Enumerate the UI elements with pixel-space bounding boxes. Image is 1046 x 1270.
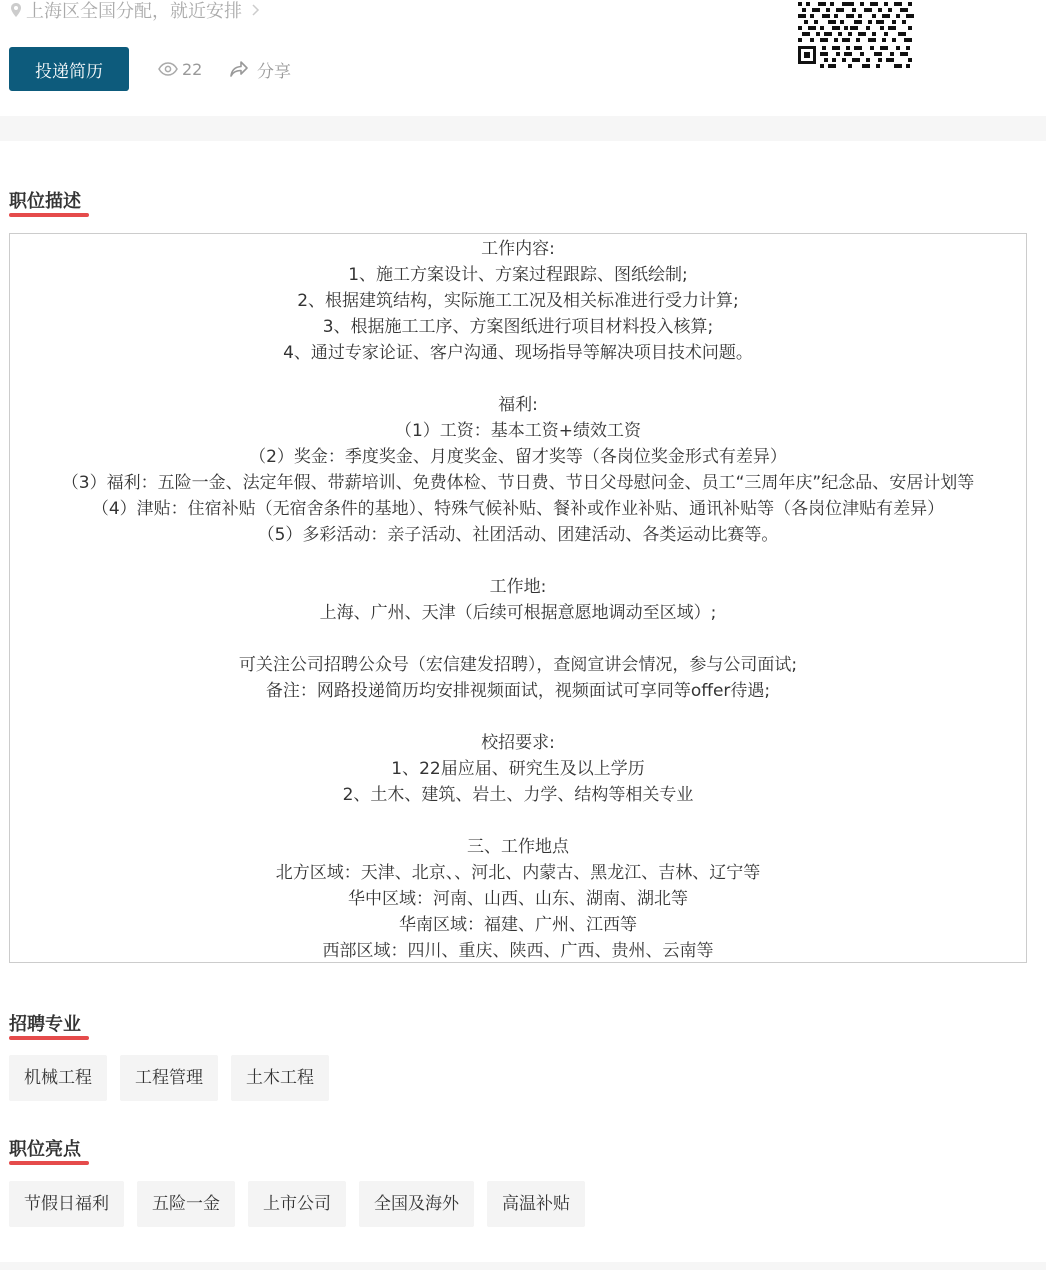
description-line: （2）奖金：季度奖金、月度奖金、留才奖等（各岗位奖金形式有差异）	[249, 447, 787, 467]
description-line: 三、工作地点	[467, 837, 569, 857]
share-icon	[229, 60, 249, 78]
highlight-tag: 节假日福利	[9, 1181, 124, 1227]
section-title-highlights-text: 职位亮点	[9, 1139, 81, 1160]
section-title-majors	[9, 1014, 81, 1036]
description-line: 3、根据施工工序、方案图纸进行项目材料投入核算;	[322, 317, 714, 337]
title-underline	[9, 213, 89, 217]
description-line: 2、根据建筑结构，实际施工工况及相关标准进行受力计算;	[297, 291, 739, 311]
highlight-tag: 五险一金	[137, 1181, 235, 1227]
highlight-tag: 高温补贴	[487, 1181, 585, 1227]
description-line: 2、土木、建筑、岩土、力学、结构等相关专业	[342, 785, 694, 805]
view-count	[158, 57, 202, 81]
description-line: 工作内容:	[481, 239, 555, 259]
description-line: 可关注公司招聘公众号（宏信建发招聘），查阅宣讲会情况，参与公司面试;	[238, 655, 798, 675]
description-line: 备注：网路投递简历均安排视频面试，视频面试可享同等offer待遇;	[265, 681, 771, 701]
map-pin-icon	[10, 3, 22, 17]
job-description-text	[10, 234, 1026, 963]
highlight-tag: 上市公司	[248, 1181, 346, 1227]
section-title-description-text: 职位描述	[9, 191, 81, 212]
description-line: （3）福利：五险一金、法定年假、带薪培训、免费体检、节日费、节日父母慰问金、员工“三周年庆”纪念品、安居计划等	[61, 473, 975, 493]
major-tag: 机械工程	[9, 1055, 107, 1101]
description-line: 华南区域：福建、广州、江西等	[399, 915, 637, 935]
qr-code	[796, 0, 916, 68]
highlight-tag: 全国及海外	[359, 1181, 474, 1227]
description-line: 工作地:	[489, 577, 547, 597]
description-line	[10, 366, 1026, 392]
major-tag: 土木工程	[231, 1055, 329, 1101]
view-count-value: 22	[182, 59, 203, 79]
job-description-box	[9, 233, 1027, 963]
share-button[interactable]	[229, 57, 291, 81]
description-line: （5）多彩活动：亲子活动、社团活动、团建活动、各类运动比赛等。	[257, 525, 779, 545]
apply-resume-button[interactable]: 投递简历	[9, 47, 129, 91]
share-label: 分享	[257, 61, 291, 82]
page-footer-band	[0, 1262, 1046, 1270]
description-line: 4、通过专家论证、客户沟通、现场指导等解决项目技术问题。	[283, 343, 753, 363]
major-tag: 工程管理	[120, 1055, 218, 1101]
description-line	[10, 808, 1026, 834]
chevron-right-icon[interactable]	[250, 3, 260, 17]
section-title-description	[9, 191, 81, 213]
description-line: 校招要求:	[481, 733, 555, 753]
section-title-majors-text: 招聘专业	[9, 1014, 81, 1035]
description-line	[10, 704, 1026, 730]
description-line: 福利:	[498, 395, 538, 415]
description-line: 1、施工方案设计、方案过程跟踪、图纸绘制;	[348, 265, 688, 285]
description-line: 上海、广州、天津（后续可根据意愿地调动至区域）;	[319, 603, 717, 623]
description-line: 北方区域：天津、北京、、河北、内蒙古、黑龙江、吉林、辽宁等	[275, 863, 761, 883]
job-location	[10, 0, 260, 20]
description-line: （4）津贴：住宿补贴（无宿舍条件的基地）、特殊气候补贴、餐补或作业补贴、通讯补贴等（各岗位津贴有差异）	[91, 499, 945, 519]
major-tag-list	[9, 1055, 329, 1101]
description-line: 华中区域：河南、山西、山东、湖南、湖北等	[348, 889, 688, 909]
highlight-tag-list	[9, 1181, 585, 1227]
section-title-highlights	[9, 1139, 81, 1161]
section-divider	[0, 116, 1046, 141]
description-line: （1）工资：基本工资+绩效工资	[394, 421, 642, 441]
eye-icon	[158, 62, 178, 76]
description-line	[10, 548, 1026, 574]
title-underline	[9, 1161, 89, 1165]
description-line: 1、22届应届、研究生及以上学历	[391, 759, 645, 779]
description-line: 西部区域：四川、重庆、陕西、广西、贵州、云南等	[322, 941, 714, 961]
title-underline	[9, 1036, 89, 1040]
description-line	[10, 626, 1026, 652]
job-location-text: 上海区全国分配，就近安排	[26, 1, 242, 22]
